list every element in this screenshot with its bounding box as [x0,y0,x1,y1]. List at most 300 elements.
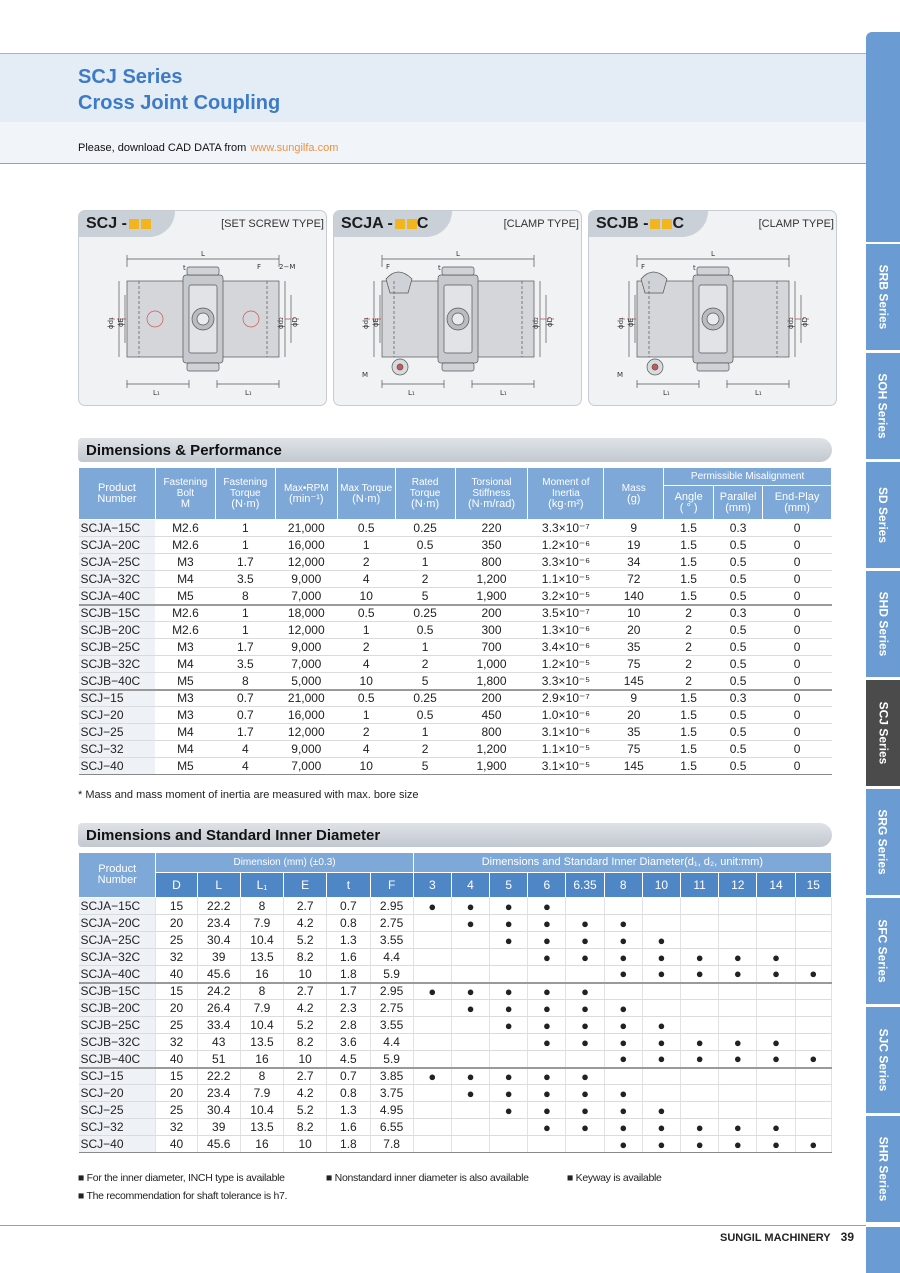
table-cell: 1.5 [664,588,714,605]
col-dim: F [370,873,413,898]
table-cell: 0.25 [395,690,455,707]
table-cell: 9,000 [275,639,337,656]
table-cell [451,1034,489,1051]
table-cell: 0.3 [714,605,763,622]
table-cell: 35 [604,724,664,741]
table-cell: 0 [763,724,832,741]
table-cell [413,915,451,932]
table-cell [719,1000,757,1017]
model-prefix: SCJB - [596,215,649,232]
footnote-keyway: ■ Keyway is available [567,1172,662,1184]
table-cell: SCJB−20C [79,622,156,639]
availability-dot: ● [719,966,757,983]
table-cell: 0 [763,707,832,724]
availability-dot: ● [490,1085,528,1102]
col-diameter: 11 [681,873,719,898]
table-cell [451,1017,489,1034]
footer [720,1230,854,1244]
table-row [79,1068,832,1085]
dim-label-d2: ϕd₂ [277,317,285,329]
table-cell: SCJ−32 [79,1119,156,1136]
table-cell [757,1068,795,1085]
tab-scj-series[interactable] [866,680,900,786]
table-cell [681,1000,719,1017]
table-cell [490,1119,528,1136]
table-cell: 1.3 [327,932,370,949]
table-cell: 30.4 [197,1102,240,1119]
table-cell: 4.2 [284,915,327,932]
table-cell: SCJB−25C [79,1017,156,1034]
table-cell: 3.5×10⁻⁷ [528,605,604,622]
table-cell [681,983,719,1000]
table-cell [413,932,451,949]
table-cell [451,949,489,966]
table-row [79,571,832,588]
table-cell: 8 [240,983,283,1000]
availability-dot: ● [451,983,489,1000]
table-cell [566,966,604,983]
table-cell: 220 [455,520,528,537]
dim-label-D: ϕD [291,316,299,327]
availability-dot: ● [490,915,528,932]
tab-sfc-series[interactable] [866,898,900,1004]
download-text: Please, download CAD DATA from [78,142,247,154]
availability-dot: ● [413,983,451,1000]
col-diameter: 3 [413,873,451,898]
availability-dot: ● [757,949,795,966]
table-cell: 2 [664,605,714,622]
table-cell [413,1034,451,1051]
table-cell [604,983,642,1000]
table-cell: SCJB−32C [79,1034,156,1051]
dim-label-F: F [386,263,391,271]
dim-label-E: ϕE [372,317,380,327]
table-cell: 2.9×10⁻⁷ [528,690,604,707]
section-title-performance: Dimensions & Performance [78,438,832,462]
table-cell: 3.85 [370,1068,413,1085]
table-cell: 21,000 [275,690,337,707]
table-cell: 0.5 [395,622,455,639]
table-cell: M2.6 [155,605,215,622]
table-row [79,1085,832,1102]
table-cell [642,1068,680,1085]
availability-dot: ● [528,1085,566,1102]
table-cell: 0 [763,741,832,758]
table-cell: 2 [337,724,395,741]
table-cell: 25 [156,1017,197,1034]
table-cell: SCJ−20 [79,707,156,724]
footer-company: SUNGIL MACHINERY [720,1232,831,1244]
dim-label-t: t [438,264,441,272]
table-cell: 72 [604,571,664,588]
table-cell: 2 [395,656,455,673]
tab-shd-series[interactable] [866,571,900,677]
table-cell: 10 [337,588,395,605]
dim-label-d1: ϕd₁ [362,317,370,329]
availability-dot: ● [528,898,566,915]
table-cell [681,898,719,915]
performance-note: * Mass and mass moment of inertia are measured with max. bore size [78,789,419,801]
availability-dot: ● [566,1085,604,1102]
table-cell: 0 [763,537,832,554]
table-cell: 6.55 [370,1119,413,1136]
tab-label: SFC Series [876,919,890,983]
table-cell: 0.7 [327,1068,370,1085]
table-cell [795,1068,831,1085]
col-diameter: 14 [757,873,795,898]
table-cell [566,1051,604,1068]
table-cell: M4 [155,656,215,673]
table-cell: 140 [604,588,664,605]
table-cell: 2 [664,673,714,690]
model-suffix: C [672,215,685,232]
table-cell: 24.2 [197,983,240,1000]
availability-dot: ● [681,1136,719,1153]
table-cell: 2.7 [284,983,327,1000]
table-cell: 0.5 [714,741,763,758]
table-cell [681,1068,719,1085]
availability-dot: ● [681,1034,719,1051]
table-cell [490,1034,528,1051]
availability-dot: ● [528,915,566,932]
table-cell: M3 [155,690,215,707]
table-cell: 2.95 [370,898,413,915]
table-cell [681,1017,719,1034]
table-cell: 7.9 [240,1085,283,1102]
table-cell: 145 [604,673,664,690]
availability-dot: ● [757,1119,795,1136]
table-cell: 1.8 [327,1136,370,1153]
table-cell: 4 [337,656,395,673]
availability-dot: ● [604,1000,642,1017]
table-cell: SCJA−25C [79,932,156,949]
table-cell: 2 [337,554,395,571]
table-row [79,758,832,775]
tab-label: SCJ Series [876,701,890,765]
table-cell: SCJ−15 [79,1068,156,1085]
table-cell [490,1051,528,1068]
table-cell: SCJ−20 [79,1085,156,1102]
table-cell: 13.5 [240,949,283,966]
table-cell: 1.5 [664,758,714,775]
availability-dot: ● [604,1017,642,1034]
table-cell: 0 [763,758,832,775]
table-cell [413,1051,451,1068]
table-cell: SCJB−25C [79,639,156,656]
table-cell: 1.2×10⁻⁶ [528,537,604,554]
table-cell [719,898,757,915]
table-cell: M4 [155,724,215,741]
table-cell: 3.2×10⁻⁵ [528,588,604,605]
table-cell: 13.5 [240,1119,283,1136]
availability-dot: ● [604,1102,642,1119]
table-cell: 5 [395,758,455,775]
table-cell: 20 [156,1085,197,1102]
table-cell [413,1085,451,1102]
table-cell: 800 [455,554,528,571]
table-cell [604,1068,642,1085]
availability-dot: ● [490,1017,528,1034]
table-cell: 20 [604,707,664,724]
availability-dot: ● [566,949,604,966]
table-cell [451,1102,489,1119]
table-cell: 0.5 [395,707,455,724]
col-dim: t [327,873,370,898]
table-cell: 1.7 [215,724,275,741]
table-cell: 0.8 [327,915,370,932]
table-cell: 200 [455,605,528,622]
table-cell: 16 [240,966,283,983]
size-placeholder [395,219,405,229]
table-cell: 1 [215,622,275,639]
table-cell: M5 [155,758,215,775]
table-cell: 1,900 [455,758,528,775]
table-cell: 1 [395,554,455,571]
table-cell: 2 [395,571,455,588]
table-cell: 2.75 [370,1000,413,1017]
table-cell [757,1085,795,1102]
table-cell: 200 [455,690,528,707]
tab-srg-series[interactable] [866,789,900,895]
table-cell: 10.4 [240,1102,283,1119]
table-cell [451,1051,489,1068]
table-cell: 30.4 [197,932,240,949]
table-cell: 10.4 [240,1017,283,1034]
table-cell [719,1102,757,1119]
table-cell: 21,000 [275,520,337,537]
tab-label: SRB Series [876,264,891,330]
availability-dot: ● [604,1051,642,1068]
tab-soh-series[interactable] [866,353,900,459]
table-cell: 1 [337,622,395,639]
table-row [79,1034,832,1051]
table-cell: 0 [763,673,832,690]
table-row [79,1119,832,1136]
table-cell [413,1119,451,1136]
tab-blank [866,1227,900,1273]
col-mass: Mass (g) [604,468,664,520]
table-cell: 9 [604,520,664,537]
table-cell: 1 [215,520,275,537]
table-cell: 16,000 [275,707,337,724]
table-cell: 40 [156,1136,197,1153]
table-cell: 7,000 [275,758,337,775]
availability-dot: ● [642,1136,680,1153]
table-cell [528,966,566,983]
model-prefix: SCJA - [341,215,393,232]
table-cell [757,898,795,915]
table-cell: 32 [156,1119,197,1136]
table-cell [566,898,604,915]
drawing-model [334,211,452,237]
tab-label: SRG Series [876,809,890,875]
availability-dot: ● [681,1051,719,1068]
table-cell: 1.7 [215,554,275,571]
table-cell: 4 [215,741,275,758]
table-cell: 1.5 [664,690,714,707]
table-row [79,741,832,758]
table-cell [795,1017,831,1034]
table-cell: 1,800 [455,673,528,690]
table-cell: 32 [156,949,197,966]
table-cell: 5.2 [284,1017,327,1034]
table-cell: SCJ−40 [79,758,156,775]
table-row [79,537,832,554]
table-cell: 10 [284,1136,327,1153]
table-cell: SCJB−40C [79,673,156,690]
table-cell: 0.5 [714,656,763,673]
availability-dot: ● [604,949,642,966]
table-cell: SCJ−25 [79,1102,156,1119]
table-cell: 2.75 [370,915,413,932]
table-cell: 0 [763,656,832,673]
table-cell: 1.5 [664,571,714,588]
table-cell: 0.5 [337,605,395,622]
tab-shr-series[interactable] [866,1116,900,1222]
table-cell [795,915,831,932]
table-cell: SCJA−40C [79,966,156,983]
table-cell: 0.5 [714,588,763,605]
availability-dot: ● [566,983,604,1000]
dim-label-M: M [362,371,369,379]
table-cell [757,983,795,1000]
table-cell: 15 [156,1068,197,1085]
availability-dot: ● [528,1068,566,1085]
table-cell: SCJ−15 [79,690,156,707]
table-cell [528,1051,566,1068]
table-cell: 1.6 [327,949,370,966]
table-cell [642,898,680,915]
col-dim: L₁ [240,873,283,898]
table-cell: 0.5 [714,571,763,588]
tab-label: SHD Series [876,591,891,657]
col-diameter: 6 [528,873,566,898]
table-cell: 1,900 [455,588,528,605]
drawing-type: [CLAMP TYPE] [503,218,579,230]
table-cell: 15 [156,983,197,1000]
size-placeholder [650,219,660,229]
table-cell: 3.55 [370,932,413,949]
table-cell: 0.3 [714,690,763,707]
table-cell: 2.7 [284,1068,327,1085]
table-cell: 2.95 [370,983,413,1000]
table-cell: 8.2 [284,1034,327,1051]
table-cell: 145 [604,758,664,775]
availability-dot: ● [604,1085,642,1102]
table-cell: 5.9 [370,966,413,983]
tab-blank [866,32,900,54]
table-cell: 0.5 [714,724,763,741]
tab-sd-series[interactable] [866,462,900,568]
availability-dot: ● [566,1000,604,1017]
table-cell: SCJA−20C [79,915,156,932]
footer-rule [0,1225,866,1226]
table-cell: 1.5 [664,707,714,724]
availability-dot: ● [642,949,680,966]
table-cell: 40 [156,966,197,983]
table-row [79,520,832,537]
table-cell [795,898,831,915]
table-cell [681,932,719,949]
table-row [79,673,832,690]
col-moment-of-inertia: Moment of Inertia (kg·m²) [528,468,604,520]
table-cell: 7.9 [240,915,283,932]
table-cell: 0.5 [714,622,763,639]
dim-label-L: L [711,250,715,258]
table-cell: 4 [215,758,275,775]
table-row [79,1102,832,1119]
availability-dot: ● [642,1119,680,1136]
table-cell: 0.7 [215,690,275,707]
table-cell: 800 [455,724,528,741]
table-row [79,707,832,724]
table-cell: 0.5 [714,707,763,724]
table-cell [719,983,757,1000]
dim-label-d2: ϕd₂ [787,317,795,329]
section-title-dimensions: Dimensions and Standard Inner Diameter [78,823,832,847]
table-cell: 15 [156,898,197,915]
dim-label-L1: L₁ [153,389,160,397]
table-cell [604,898,642,915]
availability-dot: ● [642,1017,680,1034]
table-cell: 0.5 [714,758,763,775]
table-cell: 5.2 [284,932,327,949]
table-cell: 1 [395,639,455,656]
table-cell: 10 [337,673,395,690]
table-cell: 0.7 [327,898,370,915]
table-cell: 34 [604,554,664,571]
table-cell: 0 [763,520,832,537]
drawing-model [589,211,708,237]
table-cell: 0.5 [714,673,763,690]
availability-dot: ● [604,1136,642,1153]
table-cell: 1 [337,707,395,724]
table-cell: 1.1×10⁻⁵ [528,571,604,588]
availability-dot: ● [566,1119,604,1136]
table-cell [451,932,489,949]
table-cell: 13.5 [240,1034,283,1051]
col-inner-diameter-group: Dimensions and Standard Inner Diameter(d₁, d₂, unit:mm) [413,853,831,873]
table-row [79,724,832,741]
table-cell: 0.5 [714,639,763,656]
dim-label-M: M [617,371,624,379]
table-cell: 1,200 [455,741,528,758]
table-cell: SCJB−20C [79,1000,156,1017]
table-cell: 1.3×10⁻⁶ [528,622,604,639]
table-cell: 1.3 [327,1102,370,1119]
table-cell: 39 [197,1119,240,1136]
tab-srb-series[interactable] [866,244,900,350]
table-row [79,656,832,673]
drawing-type: [SET SCREW TYPE] [221,218,324,230]
table-cell: M3 [155,554,215,571]
table-cell: 0 [763,554,832,571]
table-cell: SCJA−20C [79,537,156,554]
tab-sjc-series[interactable] [866,1007,900,1113]
table-cell: 4.2 [284,1085,327,1102]
availability-dot: ● [490,932,528,949]
download-link[interactable]: www.sungilfa.com [250,142,339,154]
table-cell: 16 [240,1136,283,1153]
table-cell: 2 [664,639,714,656]
table-cell: 4.95 [370,1102,413,1119]
table-cell: 3.55 [370,1017,413,1034]
table-cell: 8 [240,1068,283,1085]
table-row [79,1136,832,1153]
table-cell: 9 [604,690,664,707]
table-cell: 5.9 [370,1051,413,1068]
table-cell [719,915,757,932]
